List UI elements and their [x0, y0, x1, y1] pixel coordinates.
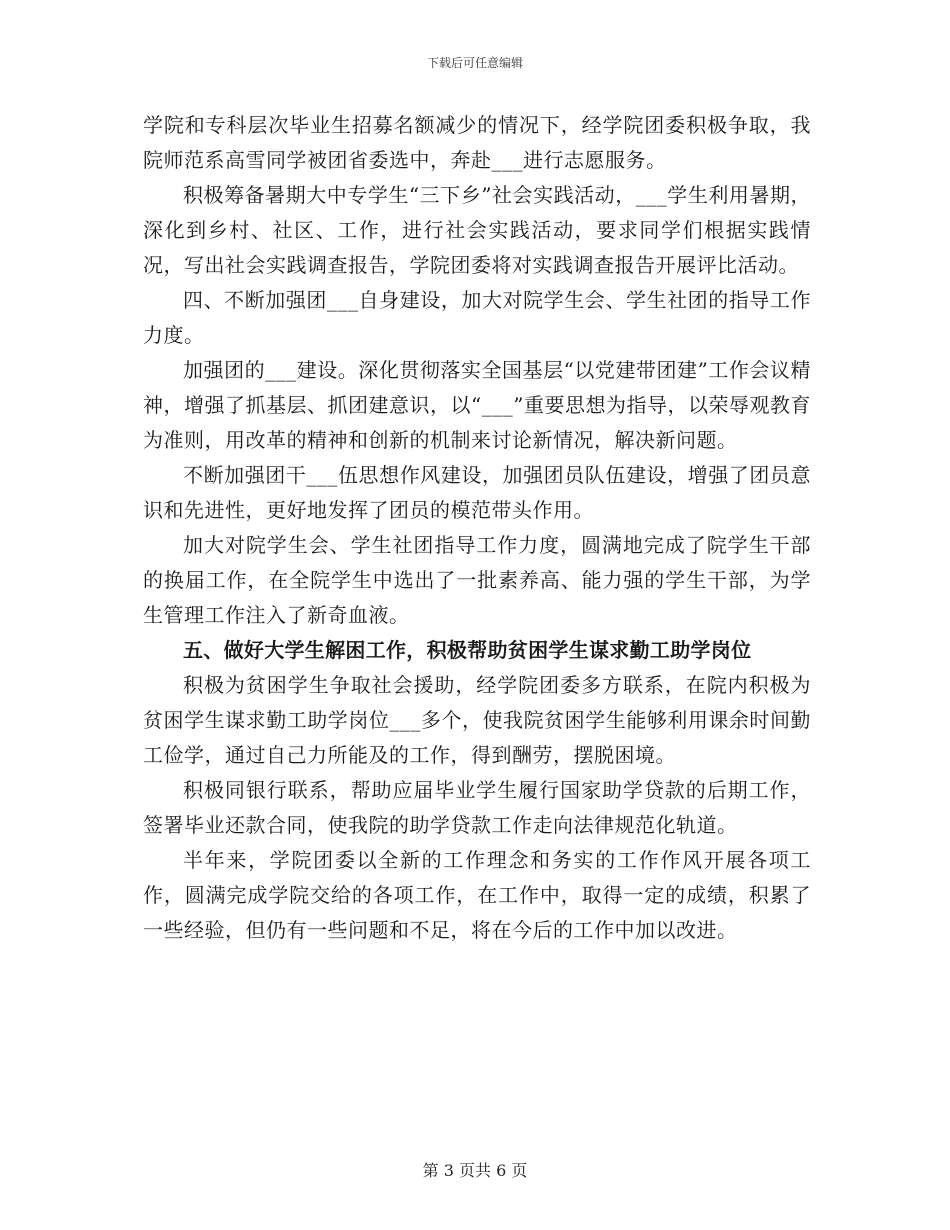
- paragraph-summary: 半年来，学院团委以全新的工作理念和务实的工作作风开展各项工作，圆满完成学院交给的各项工作，在工作中，取得一定的成绩，积累了一些经验，但仍有一些问题和不足，将在今后的工作中加以改进。: [143, 848, 811, 942]
- paragraph-continuation: 学院和专科层次毕业生招募名额减少的情况下，经学院团委积极争取，我院师范系高雪同学被团省委选中，奔赴___进行志愿服务。: [143, 113, 811, 172]
- paragraph-league-building: 加强团的___建设。深化贯彻落实全国基层“以党建带团建”工作会议精神，增强了抓基层、抓团建意识，以“___”重要思想为指导，以荣辱观教育为准则，用改革的精神和创新的机制来讨论新情况，解决新问题。: [143, 358, 811, 452]
- paragraph-social-aid: 积极为贫困学生争取社会援助，经学院团委多方联系，在院内积极为贫困学生谋求勤工助学岗位___多个，使我院贫困学生能够利用课余时间勤工俭学，通过自己力所能及的工作，得到酬劳，摆脱困境。: [143, 673, 811, 767]
- page-footer: 第 3 页共 6 页: [422, 1161, 528, 1180]
- document-body: [143, 108, 811, 948]
- section-heading-four: 四、不断加强团___自身建设，加大对院学生会、学生社团的指导工作力度。: [143, 288, 811, 347]
- paragraph-cadre-team: 不断加强团干___伍思想作风建设，加强团员队伍建设，增强了团员意识和先进性，更好地发挥了团员的模范带头作用。: [143, 463, 811, 522]
- paragraph-bank-loans: 积极同银行联系，帮助应届毕业学生履行国家助学贷款的后期工作，签署毕业还款合同，使我院的助学贷款工作走向法律规范化轨道。: [143, 778, 811, 837]
- section-heading-five: 五、做好大学生解困工作，积极帮助贫困学生谋求勤工助学岗位: [183, 638, 752, 662]
- paragraph-student-union: 加大对院学生会、学生社团指导工作力度，圆满地完成了院学生干部的换届工作，在全院学生中选出了一批素养高、能力强的学生干部，为学生管理工作注入了新奇血液。: [143, 533, 811, 627]
- paragraph-summer-practice: 积极筹备暑期大中专学生“三下乡”社会实践活动，___学生利用暑期，深化到乡村、社区、工作，进行社会实践活动，要求同学们根据实践情况，写出社会实践调查报告，学院团委将对实践调查报告开展评比活动。: [143, 183, 811, 277]
- page-header: 下载后可任意编辑: [426, 56, 523, 70]
